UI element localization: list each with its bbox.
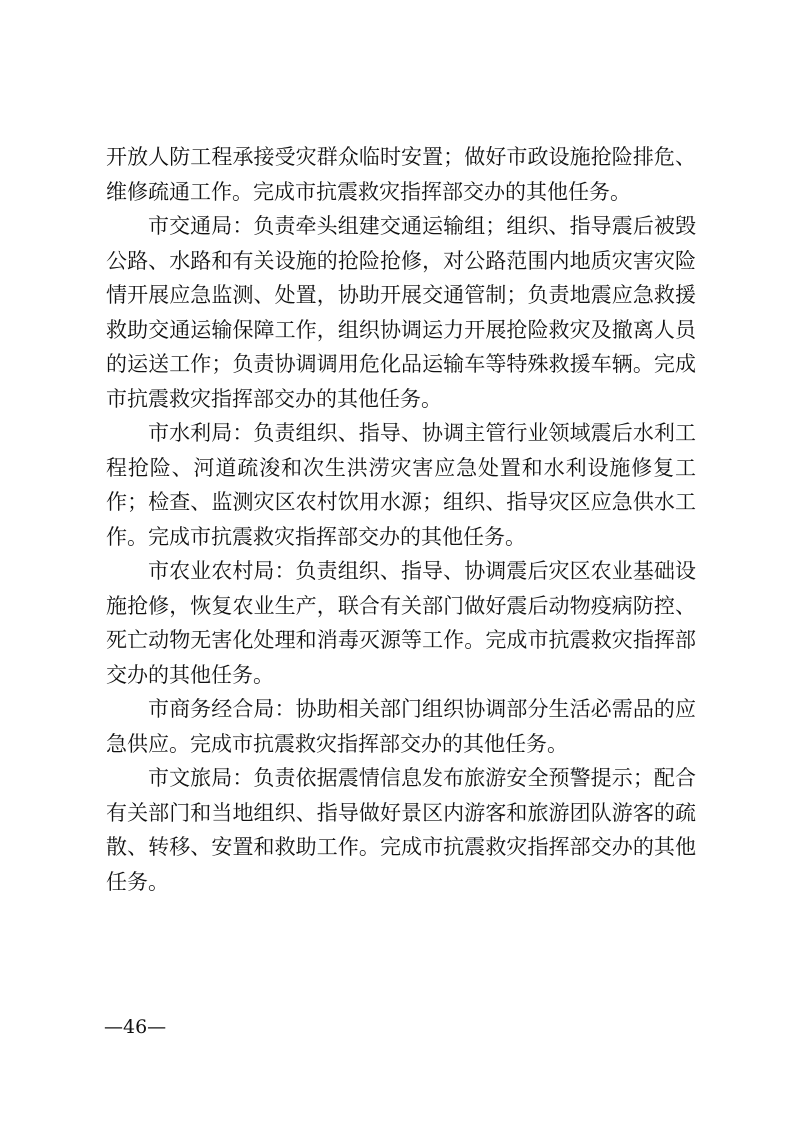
text-line: 任务。: [106, 869, 169, 894]
text-line: 有关部门和当地组织、指导做好景区内游客和旅游团队游客的疏: [106, 800, 696, 825]
text-line: 急供应。完成市抗震救灾指挥部交办的其他任务。: [106, 731, 568, 756]
text-line: 情开展应急监测、处置，协助开展交通管制；负责地震应急救援: [106, 283, 696, 307]
text-line: 作；检查、监测灾区农村饮用水源；组织、指导灾区应急供水工: [106, 490, 696, 514]
text-line: 救助交通运输保障工作，组织协调运力开展抢险救灾及撤离人员: [106, 317, 696, 342]
text-line: 死亡动物无害化处理和消毒灭源等工作。完成市抗震救灾指挥部: [106, 628, 696, 652]
text-line: 市商务经合局：协助相关部门组织协调部分生活必需品的应: [148, 697, 696, 721]
text-line: 作。完成市抗震救灾指挥部交办的其他任务。: [106, 524, 526, 549]
page-number: —46—: [104, 1016, 167, 1038]
text-line: 公路、水路和有关设施的抢险抢修，对公路范围内地质灾害灾险: [106, 248, 696, 273]
text-line: 交办的其他任务。: [106, 662, 274, 687]
text-line: 市农业农村局：负责组织、指导、协调震后灾区农业基础设: [148, 559, 696, 583]
text-line: 市抗震救灾指挥部交办的其他任务。: [106, 386, 442, 411]
text-line: 程抢险、河道疏浚和次生洪涝灾害应急处置和水利设施修复工: [106, 455, 696, 480]
text-line: 的运送工作；负责协调调用危化品运输车等特殊救援车辆。完成: [106, 352, 696, 376]
text-line: 维修疏通工作。完成市抗震救灾指挥部交办的其他任务。: [106, 179, 631, 204]
text-line: 市文旅局：负责依据震情信息发布旅游安全预警提示；配合: [148, 766, 696, 790]
text-line: 市水利局：负责组织、指导、协调主管行业领域震后水利工: [148, 421, 696, 445]
body-text: [106, 140, 696, 899]
text-line: 施抢修，恢复农业生产，联合有关部门做好震后动物疫病防控、: [106, 593, 696, 618]
text-line: 散、转移、安置和救助工作。完成市抗震救灾指挥部交办的其他: [106, 835, 696, 859]
text-line: 开放人防工程承接受灾群众临时安置；做好市政设施抢险排危、: [106, 145, 696, 169]
text-line: 市交通局：负责牵头组建交通运输组；组织、指导震后被毁: [148, 214, 696, 238]
